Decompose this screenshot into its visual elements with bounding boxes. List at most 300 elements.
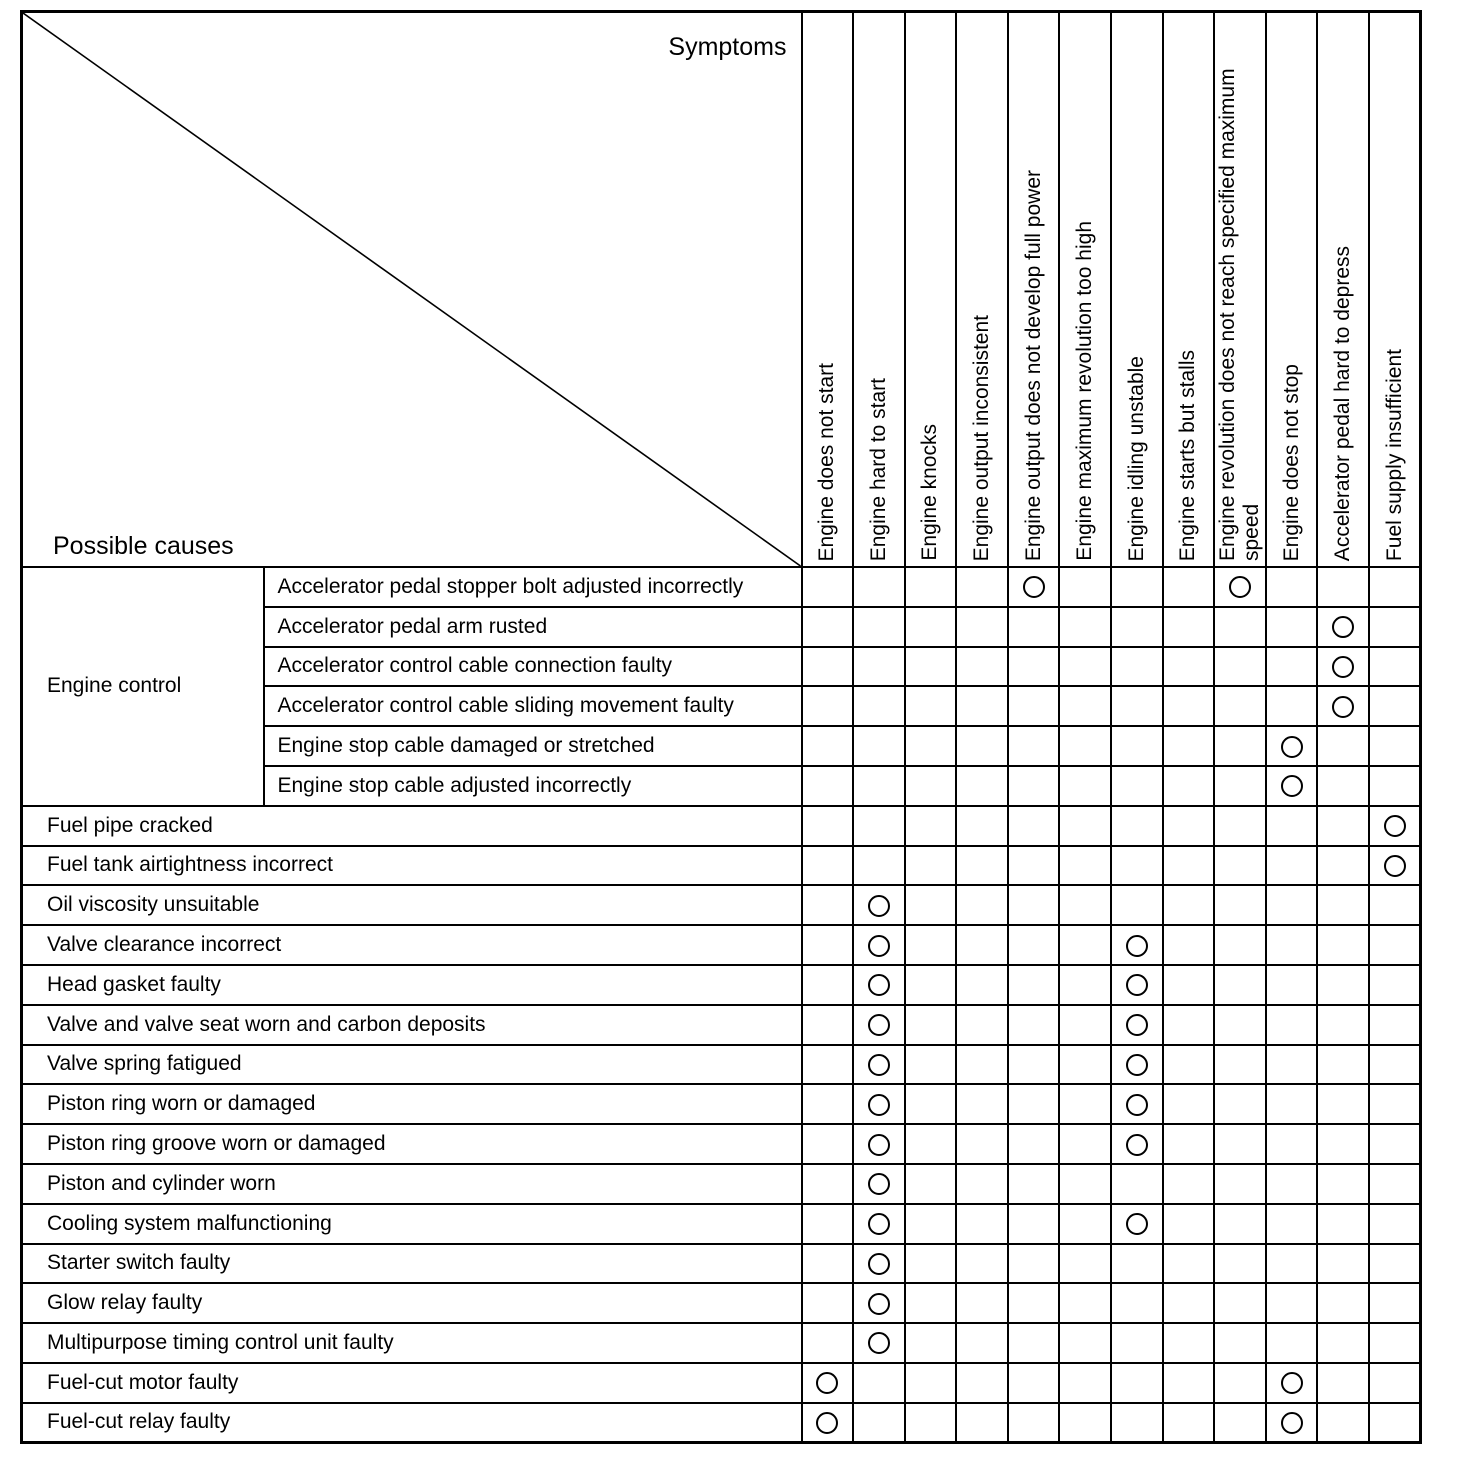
matrix-cell bbox=[802, 766, 854, 806]
matrix-cell bbox=[905, 1204, 957, 1244]
troubleshooting-matrix-table bbox=[20, 10, 1422, 1444]
cause-cell: Valve spring fatigued bbox=[22, 1045, 802, 1085]
matrix-cell bbox=[1111, 766, 1163, 806]
matrix-cell bbox=[1059, 647, 1111, 687]
matrix-cell bbox=[1111, 1244, 1163, 1284]
cause-cell: Accelerator control cable sliding movement faulty bbox=[264, 686, 802, 726]
matrix-cell bbox=[1317, 1363, 1369, 1403]
matrix-cell bbox=[1317, 1124, 1369, 1164]
matrix-cell bbox=[1214, 1403, 1266, 1443]
matrix-cell bbox=[1369, 1204, 1421, 1244]
matrix-cell bbox=[1214, 1005, 1266, 1045]
circle-mark bbox=[868, 1134, 890, 1156]
symptom-column-header bbox=[1008, 12, 1060, 568]
matrix-cell bbox=[905, 925, 957, 965]
matrix-cell bbox=[853, 846, 905, 886]
matrix-cell bbox=[1317, 806, 1369, 846]
matrix-cell bbox=[1317, 766, 1369, 806]
matrix-cell bbox=[1317, 1045, 1369, 1085]
cause-cell: Head gasket faulty bbox=[22, 965, 802, 1005]
matrix-cell bbox=[802, 806, 854, 846]
matrix-cell bbox=[1369, 1244, 1421, 1284]
matrix-cell bbox=[905, 686, 957, 726]
matrix-cell bbox=[1266, 806, 1318, 846]
symptoms-header-row bbox=[22, 12, 1421, 568]
matrix-cell bbox=[1266, 885, 1318, 925]
matrix-cell bbox=[853, 1045, 905, 1085]
matrix-cell bbox=[853, 1363, 905, 1403]
matrix-cell bbox=[1266, 1045, 1318, 1085]
matrix-cell bbox=[1163, 1363, 1215, 1403]
matrix-header bbox=[22, 12, 1421, 568]
matrix-cell bbox=[1059, 1045, 1111, 1085]
cause-cell: Multipurpose timing control unit faulty bbox=[22, 1323, 802, 1363]
circle-mark bbox=[868, 895, 890, 917]
matrix-cell bbox=[1214, 1283, 1266, 1323]
matrix-cell bbox=[1266, 1283, 1318, 1323]
matrix-cell bbox=[1266, 1244, 1318, 1284]
cause-row bbox=[22, 1244, 1421, 1284]
matrix-cell bbox=[1214, 1164, 1266, 1204]
matrix-cell bbox=[956, 846, 1008, 886]
matrix-cell bbox=[1163, 1244, 1215, 1284]
matrix-cell bbox=[802, 965, 854, 1005]
matrix-cell bbox=[1163, 1124, 1215, 1164]
matrix-cell bbox=[1266, 766, 1318, 806]
matrix-cell bbox=[1317, 925, 1369, 965]
matrix-cell bbox=[802, 1244, 854, 1284]
matrix-cell bbox=[1008, 1124, 1060, 1164]
matrix-cell bbox=[1266, 1084, 1318, 1124]
matrix-cell bbox=[1214, 1045, 1266, 1085]
cause-cell: Accelerator pedal stopper bolt adjusted incorrectly bbox=[264, 567, 802, 607]
matrix-cell bbox=[1214, 1363, 1266, 1403]
circle-mark bbox=[868, 1014, 890, 1036]
matrix-cell bbox=[1369, 925, 1421, 965]
matrix-cell bbox=[956, 607, 1008, 647]
matrix-cell bbox=[1111, 686, 1163, 726]
circle-mark bbox=[1332, 616, 1354, 638]
matrix-cell bbox=[1163, 1204, 1215, 1244]
matrix-cell bbox=[1214, 1204, 1266, 1244]
matrix-cell bbox=[1008, 1283, 1060, 1323]
matrix-cell bbox=[1266, 925, 1318, 965]
matrix-cell bbox=[905, 1363, 957, 1403]
matrix-cell bbox=[1163, 1323, 1215, 1363]
matrix-cell bbox=[1008, 647, 1060, 687]
matrix-cell bbox=[956, 1363, 1008, 1403]
matrix-cell bbox=[1369, 1005, 1421, 1045]
circle-mark bbox=[868, 1332, 890, 1354]
matrix-cell bbox=[1008, 1323, 1060, 1363]
circle-mark bbox=[1126, 1213, 1148, 1235]
circle-mark bbox=[868, 1094, 890, 1116]
matrix-cell bbox=[956, 766, 1008, 806]
matrix-cell bbox=[1163, 647, 1215, 687]
matrix-cell bbox=[1369, 965, 1421, 1005]
circle-mark bbox=[1023, 576, 1045, 598]
cause-row bbox=[22, 1124, 1421, 1164]
circle-mark bbox=[1281, 736, 1303, 758]
matrix-cell bbox=[1369, 607, 1421, 647]
matrix-cell bbox=[802, 1005, 854, 1045]
matrix-cell bbox=[1163, 607, 1215, 647]
symptom-column-label: Fuel supply insufficient bbox=[1382, 348, 1406, 561]
cause-row bbox=[22, 1164, 1421, 1204]
matrix-cell bbox=[1317, 726, 1369, 766]
matrix-cell bbox=[1369, 647, 1421, 687]
matrix-cell bbox=[1317, 647, 1369, 687]
matrix-cell bbox=[1008, 766, 1060, 806]
matrix-cell bbox=[1214, 885, 1266, 925]
matrix-cell bbox=[1317, 1204, 1369, 1244]
symptom-column-label: Engine revolution does not reach specified maximum speed bbox=[1215, 68, 1264, 561]
matrix-cell bbox=[1008, 1363, 1060, 1403]
circle-mark bbox=[816, 1372, 838, 1394]
matrix-cell bbox=[1266, 1363, 1318, 1403]
matrix-cell bbox=[853, 1124, 905, 1164]
matrix-cell bbox=[1266, 607, 1318, 647]
matrix-cell bbox=[1214, 686, 1266, 726]
cause-cell: Piston ring groove worn or damaged bbox=[22, 1124, 802, 1164]
matrix-cell bbox=[1059, 806, 1111, 846]
matrix-cell bbox=[1008, 726, 1060, 766]
matrix-cell bbox=[905, 1164, 957, 1204]
matrix-cell bbox=[1059, 925, 1111, 965]
cause-cell: Accelerator control cable connection faulty bbox=[264, 647, 802, 687]
matrix-cell bbox=[1163, 1084, 1215, 1124]
matrix-cell bbox=[802, 846, 854, 886]
matrix-cell bbox=[1008, 567, 1060, 607]
symptom-column-header bbox=[1266, 12, 1318, 568]
circle-mark bbox=[1384, 855, 1406, 877]
cause-row bbox=[22, 965, 1421, 1005]
matrix-cell bbox=[1317, 1244, 1369, 1284]
matrix-cell bbox=[853, 726, 905, 766]
cause-cell: Piston and cylinder worn bbox=[22, 1164, 802, 1204]
matrix-cell bbox=[853, 1323, 905, 1363]
matrix-cell bbox=[853, 1403, 905, 1443]
matrix-cell bbox=[1008, 885, 1060, 925]
circle-mark bbox=[1126, 1094, 1148, 1116]
matrix-cell bbox=[1008, 1403, 1060, 1443]
matrix-cell bbox=[1059, 607, 1111, 647]
matrix-cell bbox=[1266, 567, 1318, 607]
symptom-column-label: Engine starts but stalls bbox=[1176, 349, 1200, 561]
matrix-cell bbox=[1369, 806, 1421, 846]
matrix-cell bbox=[1163, 925, 1215, 965]
matrix-cell bbox=[1369, 1403, 1421, 1443]
symptom-column-header bbox=[853, 12, 905, 568]
matrix-cell bbox=[1111, 1323, 1163, 1363]
matrix-cell bbox=[1369, 1323, 1421, 1363]
symptom-column-header bbox=[1317, 12, 1369, 568]
matrix-cell bbox=[905, 1124, 957, 1164]
matrix-cell bbox=[802, 925, 854, 965]
matrix-cell bbox=[1214, 567, 1266, 607]
matrix-cell bbox=[1111, 925, 1163, 965]
matrix-cell bbox=[1369, 726, 1421, 766]
matrix-cell bbox=[1163, 846, 1215, 886]
matrix-cell bbox=[1059, 1283, 1111, 1323]
matrix-cell bbox=[1111, 806, 1163, 846]
matrix-cell bbox=[1111, 1363, 1163, 1403]
matrix-cell bbox=[956, 1045, 1008, 1085]
matrix-cell bbox=[1214, 1323, 1266, 1363]
matrix-cell bbox=[956, 965, 1008, 1005]
symptom-column-label: Engine idling unstable bbox=[1124, 355, 1148, 561]
cause-row bbox=[22, 925, 1421, 965]
cause-cell: Piston ring worn or damaged bbox=[22, 1084, 802, 1124]
matrix-cell bbox=[1163, 726, 1215, 766]
symptom-column-label: Engine does not start bbox=[815, 362, 839, 561]
matrix-cell bbox=[1369, 1363, 1421, 1403]
cause-row bbox=[22, 846, 1421, 886]
circle-mark bbox=[816, 1412, 838, 1434]
matrix-cell bbox=[802, 1084, 854, 1124]
matrix-cell bbox=[1008, 806, 1060, 846]
matrix-cell bbox=[1008, 1204, 1060, 1244]
matrix-cell bbox=[1214, 647, 1266, 687]
cause-cell: Glow relay faulty bbox=[22, 1283, 802, 1323]
possible-causes-axis-label: Possible causes bbox=[53, 532, 234, 560]
circle-mark bbox=[868, 1054, 890, 1076]
matrix-cell bbox=[853, 965, 905, 1005]
matrix-cell bbox=[853, 1244, 905, 1284]
matrix-cell bbox=[956, 726, 1008, 766]
matrix-cell bbox=[1317, 1323, 1369, 1363]
matrix-cell bbox=[853, 1005, 905, 1045]
matrix-cell bbox=[1111, 1403, 1163, 1443]
matrix-cell bbox=[1266, 965, 1318, 1005]
matrix-cell bbox=[956, 1084, 1008, 1124]
matrix-cell bbox=[1369, 1283, 1421, 1323]
matrix-cell bbox=[956, 1124, 1008, 1164]
matrix-cell bbox=[905, 647, 957, 687]
matrix-cell bbox=[1111, 647, 1163, 687]
matrix-cell bbox=[802, 1164, 854, 1204]
circle-mark bbox=[1126, 974, 1148, 996]
circle-mark bbox=[1229, 576, 1251, 598]
matrix-cell bbox=[1214, 1124, 1266, 1164]
cause-group-cell: Engine control bbox=[22, 567, 264, 806]
symptom-column-header bbox=[1163, 12, 1215, 568]
matrix-cell bbox=[802, 1204, 854, 1244]
circle-mark bbox=[1126, 1014, 1148, 1036]
matrix-cell bbox=[956, 1005, 1008, 1045]
matrix-cell bbox=[853, 1283, 905, 1323]
cause-cell: Valve and valve seat worn and carbon deposits bbox=[22, 1005, 802, 1045]
matrix-cell bbox=[1111, 846, 1163, 886]
circle-mark bbox=[1332, 696, 1354, 718]
cause-cell: Fuel tank airtightness incorrect bbox=[22, 846, 802, 886]
symptom-column-header bbox=[1369, 12, 1421, 568]
matrix-cell bbox=[853, 1164, 905, 1204]
matrix-cell bbox=[1214, 925, 1266, 965]
matrix-cell bbox=[1317, 1005, 1369, 1045]
cause-cell: Engine stop cable damaged or stretched bbox=[264, 726, 802, 766]
matrix-cell bbox=[1266, 1204, 1318, 1244]
cause-row bbox=[22, 1323, 1421, 1363]
matrix-cell bbox=[1266, 1403, 1318, 1443]
matrix-cell bbox=[1059, 1204, 1111, 1244]
cause-cell: Fuel pipe cracked bbox=[22, 806, 802, 846]
matrix-cell bbox=[853, 607, 905, 647]
circle-mark bbox=[1126, 1054, 1148, 1076]
matrix-cell bbox=[853, 567, 905, 607]
matrix-cell bbox=[1317, 567, 1369, 607]
matrix-cell bbox=[1059, 885, 1111, 925]
matrix-cell bbox=[1369, 686, 1421, 726]
matrix-cell bbox=[1317, 846, 1369, 886]
circle-mark bbox=[1126, 1134, 1148, 1156]
cause-cell: Fuel-cut relay faulty bbox=[22, 1403, 802, 1443]
matrix-cell bbox=[956, 1164, 1008, 1204]
matrix-cell bbox=[1163, 686, 1215, 726]
matrix-cell bbox=[1111, 1164, 1163, 1204]
matrix-cell bbox=[853, 885, 905, 925]
matrix-cell bbox=[956, 1204, 1008, 1244]
matrix-cell bbox=[956, 885, 1008, 925]
matrix-cell bbox=[1111, 965, 1163, 1005]
matrix-cell bbox=[853, 686, 905, 726]
matrix-cell bbox=[1163, 1045, 1215, 1085]
matrix-cell bbox=[802, 1363, 854, 1403]
matrix-cell bbox=[1317, 885, 1369, 925]
matrix-cell bbox=[802, 567, 854, 607]
matrix-cell bbox=[956, 806, 1008, 846]
matrix-cell bbox=[905, 766, 957, 806]
matrix-cell bbox=[1369, 1045, 1421, 1085]
matrix-cell bbox=[956, 567, 1008, 607]
cause-row bbox=[22, 806, 1421, 846]
circle-mark bbox=[1126, 935, 1148, 957]
cause-cell: Accelerator pedal arm rusted bbox=[264, 607, 802, 647]
matrix-cell bbox=[956, 1283, 1008, 1323]
circle-mark bbox=[1281, 1372, 1303, 1394]
matrix-cell bbox=[1008, 607, 1060, 647]
matrix-cell bbox=[1266, 726, 1318, 766]
matrix-cell bbox=[1059, 766, 1111, 806]
matrix-cell bbox=[802, 1124, 854, 1164]
matrix-cell bbox=[905, 607, 957, 647]
matrix-cell bbox=[1369, 766, 1421, 806]
matrix-cell bbox=[1369, 1164, 1421, 1204]
matrix-cell bbox=[905, 1244, 957, 1284]
matrix-cell bbox=[1059, 1244, 1111, 1284]
matrix-cell bbox=[1369, 1124, 1421, 1164]
cause-row bbox=[22, 1045, 1421, 1085]
matrix-cell bbox=[1266, 1005, 1318, 1045]
cause-cell: Fuel-cut motor faulty bbox=[22, 1363, 802, 1403]
matrix-cell bbox=[1163, 1283, 1215, 1323]
matrix-cell bbox=[1059, 1323, 1111, 1363]
matrix-cell bbox=[1008, 1084, 1060, 1124]
matrix-cell bbox=[1163, 885, 1215, 925]
matrix-cell bbox=[1163, 766, 1215, 806]
matrix-cell bbox=[1163, 965, 1215, 1005]
matrix-cell bbox=[853, 1204, 905, 1244]
matrix-cell bbox=[1214, 1244, 1266, 1284]
matrix-cell bbox=[1317, 607, 1369, 647]
matrix-cell bbox=[1214, 965, 1266, 1005]
matrix-cell bbox=[1111, 1045, 1163, 1085]
matrix-cell bbox=[1059, 1164, 1111, 1204]
matrix-cell bbox=[956, 1323, 1008, 1363]
matrix-cell bbox=[1214, 846, 1266, 886]
matrix-cell bbox=[905, 885, 957, 925]
matrix-cell bbox=[1163, 567, 1215, 607]
circle-mark bbox=[868, 935, 890, 957]
matrix-cell bbox=[905, 1045, 957, 1085]
matrix-cell bbox=[1008, 965, 1060, 1005]
circle-mark bbox=[868, 1173, 890, 1195]
matrix-cell bbox=[1214, 726, 1266, 766]
symptom-column-header bbox=[956, 12, 1008, 568]
matrix-cell bbox=[1163, 1403, 1215, 1443]
symptom-column-header bbox=[1111, 12, 1163, 568]
circle-mark bbox=[868, 974, 890, 996]
matrix-cell bbox=[1111, 1005, 1163, 1045]
matrix-cell bbox=[1369, 846, 1421, 886]
matrix-cell bbox=[905, 1403, 957, 1443]
matrix-cell bbox=[905, 1283, 957, 1323]
matrix-cell bbox=[956, 686, 1008, 726]
matrix-cell bbox=[905, 1005, 957, 1045]
matrix-cell bbox=[1214, 766, 1266, 806]
matrix-cell bbox=[1266, 846, 1318, 886]
matrix-cell bbox=[1059, 1005, 1111, 1045]
matrix-cell bbox=[1317, 1084, 1369, 1124]
matrix-cell bbox=[802, 607, 854, 647]
cause-row bbox=[22, 1084, 1421, 1124]
cause-row bbox=[22, 1005, 1421, 1045]
matrix-cell bbox=[1266, 686, 1318, 726]
matrix-cell bbox=[1059, 726, 1111, 766]
matrix-cell bbox=[1111, 885, 1163, 925]
matrix-cell bbox=[1008, 1244, 1060, 1284]
cause-row bbox=[22, 1204, 1421, 1244]
matrix-cell bbox=[905, 846, 957, 886]
matrix-cell bbox=[1008, 686, 1060, 726]
symptom-column-header bbox=[905, 12, 957, 568]
matrix-cell bbox=[1008, 1045, 1060, 1085]
matrix-cell bbox=[1008, 925, 1060, 965]
matrix-cell bbox=[1317, 686, 1369, 726]
matrix-cell bbox=[956, 925, 1008, 965]
matrix-cell bbox=[956, 1403, 1008, 1443]
symptom-column-header bbox=[1059, 12, 1111, 568]
cause-cell: Starter switch faulty bbox=[22, 1244, 802, 1284]
symptom-column-label: Accelerator pedal hard to depress bbox=[1331, 245, 1355, 561]
matrix-cell bbox=[905, 1323, 957, 1363]
matrix-cell bbox=[802, 1283, 854, 1323]
matrix-cell bbox=[1059, 1363, 1111, 1403]
symptom-column-header bbox=[802, 12, 854, 568]
matrix-cell bbox=[905, 1084, 957, 1124]
symptom-column-label: Engine hard to start bbox=[866, 377, 890, 561]
matrix-cell bbox=[1111, 607, 1163, 647]
matrix-cell bbox=[1214, 1084, 1266, 1124]
symptoms-axis-label: Symptoms bbox=[668, 33, 787, 61]
circle-mark bbox=[1332, 656, 1354, 678]
matrix-cell bbox=[1059, 965, 1111, 1005]
matrix-cell bbox=[905, 806, 957, 846]
matrix-cell bbox=[802, 1323, 854, 1363]
matrix-cell bbox=[1317, 1283, 1369, 1323]
matrix-cell bbox=[956, 647, 1008, 687]
circle-mark bbox=[1281, 775, 1303, 797]
